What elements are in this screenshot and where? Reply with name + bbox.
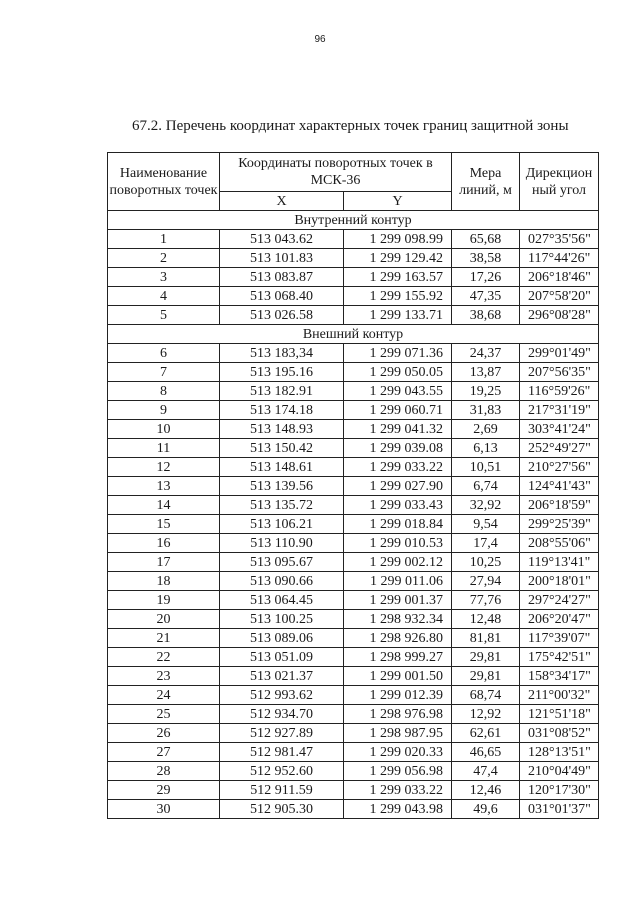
line-length: 29,81 bbox=[452, 648, 520, 667]
point-name: 6 bbox=[108, 344, 220, 363]
line-length: 31,83 bbox=[452, 401, 520, 420]
point-name: 14 bbox=[108, 496, 220, 515]
table-header-row bbox=[108, 153, 599, 192]
table-row bbox=[108, 743, 599, 762]
direction-angle: 303°41'24" bbox=[520, 420, 599, 439]
point-name: 2 bbox=[108, 249, 220, 268]
point-name: 16 bbox=[108, 534, 220, 553]
point-name: 18 bbox=[108, 572, 220, 591]
coord-x: 513 195.16 bbox=[220, 363, 344, 382]
point-name: 25 bbox=[108, 705, 220, 724]
line-length: 68,74 bbox=[452, 686, 520, 705]
line-length: 12,92 bbox=[452, 705, 520, 724]
table-row bbox=[108, 648, 599, 667]
coord-x: 513 148.61 bbox=[220, 458, 344, 477]
coord-y: 1 299 098.99 bbox=[344, 230, 452, 249]
table-row bbox=[108, 382, 599, 401]
header-angle: Дирекцион ный угол bbox=[520, 153, 599, 211]
direction-angle: 211°00'32" bbox=[520, 686, 599, 705]
table-row bbox=[108, 306, 599, 325]
point-name: 15 bbox=[108, 515, 220, 534]
line-length: 6,74 bbox=[452, 477, 520, 496]
table-row bbox=[108, 458, 599, 477]
page-number: 96 bbox=[314, 34, 326, 45]
point-name: 8 bbox=[108, 382, 220, 401]
direction-angle: 120°17'30" bbox=[520, 781, 599, 800]
direction-angle: 207°58'20" bbox=[520, 287, 599, 306]
coord-x: 512 905.30 bbox=[220, 800, 344, 819]
direction-angle: 206°18'59" bbox=[520, 496, 599, 515]
line-length: 38,68 bbox=[452, 306, 520, 325]
table-row bbox=[108, 420, 599, 439]
coord-y: 1 299 071.36 bbox=[344, 344, 452, 363]
header-x: X bbox=[220, 192, 344, 211]
table-row bbox=[108, 553, 599, 572]
coord-y: 1 299 001.50 bbox=[344, 667, 452, 686]
coord-x: 513 110.90 bbox=[220, 534, 344, 553]
line-length: 13,87 bbox=[452, 363, 520, 382]
coord-x: 512 981.47 bbox=[220, 743, 344, 762]
direction-angle: 299°01'49" bbox=[520, 344, 599, 363]
coord-x: 513 183,34 bbox=[220, 344, 344, 363]
line-length: 47,4 bbox=[452, 762, 520, 781]
line-length: 46,65 bbox=[452, 743, 520, 762]
coord-y: 1 299 155.92 bbox=[344, 287, 452, 306]
table-row bbox=[108, 572, 599, 591]
table-row bbox=[108, 268, 599, 287]
direction-angle: 296°08'28" bbox=[520, 306, 599, 325]
coord-y: 1 299 010.53 bbox=[344, 534, 452, 553]
coord-y: 1 299 018.84 bbox=[344, 515, 452, 534]
direction-angle: 117°44'26" bbox=[520, 249, 599, 268]
document-title: 67.2. Перечень координат характерных точек границ защитной зоны bbox=[132, 118, 569, 134]
table-row bbox=[108, 477, 599, 496]
point-name: 22 bbox=[108, 648, 220, 667]
table-row bbox=[108, 249, 599, 268]
point-name: 26 bbox=[108, 724, 220, 743]
direction-angle: 297°24'27" bbox=[520, 591, 599, 610]
section-title: Внешний контур bbox=[108, 325, 599, 344]
coord-x: 513 026.58 bbox=[220, 306, 344, 325]
coord-y: 1 299 163.57 bbox=[344, 268, 452, 287]
point-name: 3 bbox=[108, 268, 220, 287]
coord-x: 513 083.87 bbox=[220, 268, 344, 287]
coord-x: 513 148.93 bbox=[220, 420, 344, 439]
coord-x: 513 135.72 bbox=[220, 496, 344, 515]
direction-angle: 200°18'01" bbox=[520, 572, 599, 591]
line-length: 12,46 bbox=[452, 781, 520, 800]
direction-angle: 217°31'19" bbox=[520, 401, 599, 420]
point-name: 13 bbox=[108, 477, 220, 496]
coord-x: 512 993.62 bbox=[220, 686, 344, 705]
coord-y: 1 299 050.05 bbox=[344, 363, 452, 382]
coord-y: 1 299 043.98 bbox=[344, 800, 452, 819]
section-row bbox=[108, 325, 599, 344]
direction-angle: 031°01'37" bbox=[520, 800, 599, 819]
point-name: 12 bbox=[108, 458, 220, 477]
coord-x: 513 051.09 bbox=[220, 648, 344, 667]
coord-y: 1 299 011.06 bbox=[344, 572, 452, 591]
point-name: 10 bbox=[108, 420, 220, 439]
point-name: 27 bbox=[108, 743, 220, 762]
line-length: 2,69 bbox=[452, 420, 520, 439]
line-length: 19,25 bbox=[452, 382, 520, 401]
direction-angle: 027°35'56" bbox=[520, 230, 599, 249]
coord-x: 513 064.45 bbox=[220, 591, 344, 610]
table-row bbox=[108, 781, 599, 800]
coord-y: 1 299 056.98 bbox=[344, 762, 452, 781]
table-row bbox=[108, 800, 599, 819]
table-row bbox=[108, 496, 599, 515]
coord-x: 513 182.91 bbox=[220, 382, 344, 401]
point-name: 19 bbox=[108, 591, 220, 610]
line-length: 24,37 bbox=[452, 344, 520, 363]
direction-angle: 128°13'51" bbox=[520, 743, 599, 762]
coord-x: 513 068.40 bbox=[220, 287, 344, 306]
line-length: 10,51 bbox=[452, 458, 520, 477]
point-name: 30 bbox=[108, 800, 220, 819]
direction-angle: 207°56'35" bbox=[520, 363, 599, 382]
coord-y: 1 299 020.33 bbox=[344, 743, 452, 762]
header-name: Наименование поворотных точек bbox=[108, 153, 220, 211]
line-length: 62,61 bbox=[452, 724, 520, 743]
line-length: 9,54 bbox=[452, 515, 520, 534]
line-length: 81,81 bbox=[452, 629, 520, 648]
coord-x: 513 139.56 bbox=[220, 477, 344, 496]
coord-y: 1 299 043.55 bbox=[344, 382, 452, 401]
line-length: 6,13 bbox=[452, 439, 520, 458]
table-row bbox=[108, 591, 599, 610]
coord-x: 513 043.62 bbox=[220, 230, 344, 249]
direction-angle: 124°41'43" bbox=[520, 477, 599, 496]
line-length: 65,68 bbox=[452, 230, 520, 249]
coord-x: 513 021.37 bbox=[220, 667, 344, 686]
line-length: 12,48 bbox=[452, 610, 520, 629]
coord-y: 1 299 001.37 bbox=[344, 591, 452, 610]
coord-x: 512 934.70 bbox=[220, 705, 344, 724]
section-title: Внутренний контур bbox=[108, 211, 599, 230]
point-name: 23 bbox=[108, 667, 220, 686]
direction-angle: 210°04'49" bbox=[520, 762, 599, 781]
coord-x: 513 089.06 bbox=[220, 629, 344, 648]
table-body bbox=[108, 211, 599, 819]
coord-y: 1 299 033.22 bbox=[344, 458, 452, 477]
direction-angle: 206°20'47" bbox=[520, 610, 599, 629]
table-row bbox=[108, 515, 599, 534]
direction-angle: 119°13'41" bbox=[520, 553, 599, 572]
coord-x: 512 911.59 bbox=[220, 781, 344, 800]
coord-y: 1 299 133.71 bbox=[344, 306, 452, 325]
direction-angle: 121°51'18" bbox=[520, 705, 599, 724]
header-length: Мера линий, м bbox=[452, 153, 520, 211]
coord-y: 1 299 039.08 bbox=[344, 439, 452, 458]
line-length: 32,92 bbox=[452, 496, 520, 515]
direction-angle: 208°55'06" bbox=[520, 534, 599, 553]
point-name: 24 bbox=[108, 686, 220, 705]
coord-x: 513 090.66 bbox=[220, 572, 344, 591]
direction-angle: 299°25'39" bbox=[520, 515, 599, 534]
coord-x: 512 927.89 bbox=[220, 724, 344, 743]
direction-angle: 117°39'07" bbox=[520, 629, 599, 648]
line-length: 47,35 bbox=[452, 287, 520, 306]
coord-y: 1 299 033.22 bbox=[344, 781, 452, 800]
direction-angle: 252°49'27" bbox=[520, 439, 599, 458]
table-row bbox=[108, 762, 599, 781]
coord-x: 513 095.67 bbox=[220, 553, 344, 572]
point-name: 29 bbox=[108, 781, 220, 800]
point-name: 21 bbox=[108, 629, 220, 648]
coord-y: 1 298 999.27 bbox=[344, 648, 452, 667]
line-length: 77,76 bbox=[452, 591, 520, 610]
section-row bbox=[108, 211, 599, 230]
line-length: 38,58 bbox=[452, 249, 520, 268]
coord-x: 513 100.25 bbox=[220, 610, 344, 629]
coord-x: 513 150.42 bbox=[220, 439, 344, 458]
coord-y: 1 298 926.80 bbox=[344, 629, 452, 648]
point-name: 9 bbox=[108, 401, 220, 420]
table-row bbox=[108, 363, 599, 382]
coord-y: 1 298 932.34 bbox=[344, 610, 452, 629]
line-length: 17,4 bbox=[452, 534, 520, 553]
direction-angle: 210°27'56" bbox=[520, 458, 599, 477]
coord-y: 1 298 987.95 bbox=[344, 724, 452, 743]
table-row bbox=[108, 705, 599, 724]
direction-angle: 175°42'51" bbox=[520, 648, 599, 667]
coord-y: 1 298 976.98 bbox=[344, 705, 452, 724]
coord-y: 1 299 012.39 bbox=[344, 686, 452, 705]
table-row bbox=[108, 287, 599, 306]
line-length: 10,25 bbox=[452, 553, 520, 572]
direction-angle: 206°18'46" bbox=[520, 268, 599, 287]
point-name: 20 bbox=[108, 610, 220, 629]
table-row bbox=[108, 610, 599, 629]
table-row bbox=[108, 629, 599, 648]
table-row bbox=[108, 686, 599, 705]
table-row bbox=[108, 439, 599, 458]
direction-angle: 158°34'17" bbox=[520, 667, 599, 686]
point-name: 11 bbox=[108, 439, 220, 458]
coord-x: 513 101.83 bbox=[220, 249, 344, 268]
table-row bbox=[108, 230, 599, 249]
coord-y: 1 299 060.71 bbox=[344, 401, 452, 420]
point-name: 1 bbox=[108, 230, 220, 249]
point-name: 5 bbox=[108, 306, 220, 325]
header-y: Y bbox=[344, 192, 452, 211]
line-length: 29,81 bbox=[452, 667, 520, 686]
point-name: 28 bbox=[108, 762, 220, 781]
table-row bbox=[108, 344, 599, 363]
coord-y: 1 299 002.12 bbox=[344, 553, 452, 572]
line-length: 27,94 bbox=[452, 572, 520, 591]
coord-y: 1 299 041.32 bbox=[344, 420, 452, 439]
coord-x: 513 106.21 bbox=[220, 515, 344, 534]
coordinates-table bbox=[107, 152, 599, 819]
point-name: 17 bbox=[108, 553, 220, 572]
point-name: 7 bbox=[108, 363, 220, 382]
point-name: 4 bbox=[108, 287, 220, 306]
coord-y: 1 299 027.90 bbox=[344, 477, 452, 496]
line-length: 17,26 bbox=[452, 268, 520, 287]
table-row bbox=[108, 401, 599, 420]
coord-y: 1 299 033.43 bbox=[344, 496, 452, 515]
coord-x: 512 952.60 bbox=[220, 762, 344, 781]
coord-y: 1 299 129.42 bbox=[344, 249, 452, 268]
table-row bbox=[108, 667, 599, 686]
table-row bbox=[108, 534, 599, 553]
line-length: 49,6 bbox=[452, 800, 520, 819]
direction-angle: 116°59'26" bbox=[520, 382, 599, 401]
header-coordinates: Координаты поворотных точек в МСК-36 bbox=[220, 153, 452, 192]
coord-x: 513 174.18 bbox=[220, 401, 344, 420]
direction-angle: 031°08'52" bbox=[520, 724, 599, 743]
table-row bbox=[108, 724, 599, 743]
